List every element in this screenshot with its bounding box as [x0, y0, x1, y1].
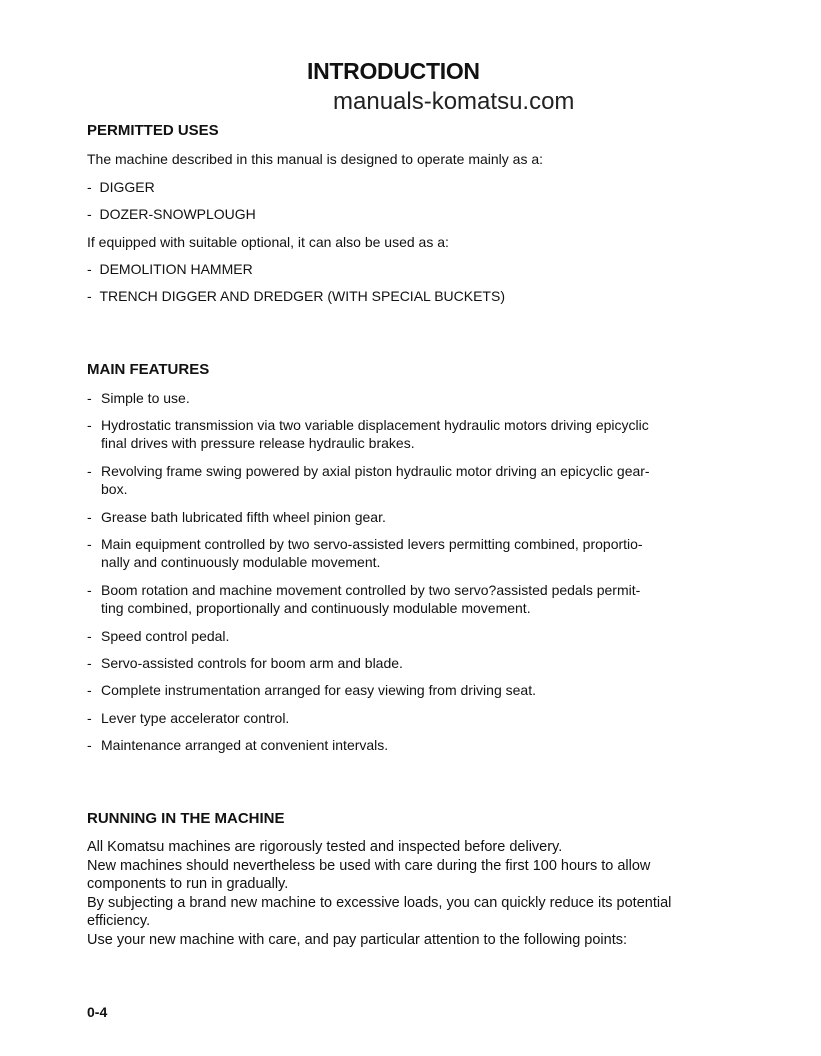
feature-item-line: Hydrostatic transmission via two variable displacement hydraulic motors driving epicyclic: [101, 417, 649, 433]
feature-item-line: Main equipment controlled by two servo-assisted levers permitting combined, proportio-: [101, 536, 643, 552]
running-line: All Komatsu machines are rigorously tested and inspected before delivery.: [87, 839, 563, 855]
dash: -: [87, 628, 92, 644]
feature-item: [87, 627, 229, 645]
permitted-intro: The machine described in this manual is designed to operate mainly as a:: [87, 151, 544, 167]
running-heading: RUNNING IN THE MACHINE: [87, 810, 285, 827]
list-item-text: DEMOLITION HAMMER: [99, 261, 253, 277]
feature-item-line: nally and continuously modulable movement.: [101, 554, 381, 570]
feature-item: [87, 736, 388, 754]
list-item: [87, 287, 505, 305]
feature-item: [87, 508, 386, 526]
feature-item-line: Grease bath lubricated fifth wheel pinion gear.: [101, 509, 386, 525]
dash: -: [87, 655, 92, 671]
dash: -: [87, 582, 92, 598]
feature-item-line: Revolving frame swing powered by axial piston hydraulic motor driving an epicyclic gear-: [101, 463, 650, 479]
feature-item-line: Boom rotation and machine movement controlled by two servo?assisted pedals permit-: [101, 582, 641, 598]
optional-intro: If equipped with suitable optional, it can also be used as a:: [87, 234, 449, 250]
feature-item-line: Simple to use.: [101, 390, 190, 406]
page-number: 0-4: [87, 1004, 108, 1020]
feature-item-line: Lever type accelerator control.: [101, 710, 290, 726]
dash: -: [87, 261, 92, 277]
dash: -: [87, 463, 92, 479]
dash: -: [87, 509, 92, 525]
dash: -: [87, 179, 92, 195]
running-line: New machines should nevertheless be used with care during the first 100 hours to allow: [87, 858, 651, 874]
watermark: manuals-komatsu.com: [333, 88, 575, 115]
running-line: Use your new machine with care, and pay particular attention to the following points:: [87, 932, 628, 948]
feature-item: [87, 654, 403, 672]
dash: -: [87, 710, 92, 726]
feature-item-line: ting combined, proportionally and continuously modulable movement.: [101, 600, 531, 616]
dash: -: [87, 206, 92, 222]
feature-item: [87, 416, 649, 452]
feature-item: [87, 709, 289, 727]
feature-item: [87, 389, 190, 407]
feature-item-line: Speed control pedal.: [101, 628, 230, 644]
dash: -: [87, 417, 92, 433]
permitted-uses-heading: PERMITTED USES: [87, 122, 219, 139]
running-line: By subjecting a brand new machine to excessive loads, you can quickly reduce its potential: [87, 895, 672, 911]
page-title: INTRODUCTION: [307, 58, 480, 84]
dash: -: [87, 288, 92, 304]
running-line: components to run in gradually.: [87, 876, 289, 892]
feature-item-line: Complete instrumentation arranged for easy viewing from driving seat.: [101, 682, 536, 698]
feature-item: [87, 581, 640, 617]
list-item: [87, 260, 253, 278]
feature-item-line: box.: [101, 481, 128, 497]
dash: -: [87, 536, 92, 552]
feature-item: [87, 681, 536, 699]
list-item-text: DOZER-SNOWPLOUGH: [99, 206, 256, 222]
dash: -: [87, 390, 92, 406]
list-item: [87, 205, 256, 223]
feature-item: [87, 462, 650, 498]
feature-item-line: Servo-assisted controls for boom arm and blade.: [101, 655, 403, 671]
list-item-text: TRENCH DIGGER AND DREDGER (WITH SPECIAL BUCKETS): [99, 288, 505, 304]
dash: -: [87, 737, 92, 753]
feature-item-line: Maintenance arranged at convenient intervals.: [101, 737, 389, 753]
dash: -: [87, 682, 92, 698]
list-item-text: DIGGER: [99, 179, 155, 195]
running-line: efficiency.: [87, 913, 151, 929]
main-features-heading: MAIN FEATURES: [87, 361, 210, 378]
feature-item-line: final drives with pressure release hydraulic brakes.: [101, 435, 415, 451]
list-item: [87, 178, 155, 196]
feature-item: [87, 535, 643, 571]
